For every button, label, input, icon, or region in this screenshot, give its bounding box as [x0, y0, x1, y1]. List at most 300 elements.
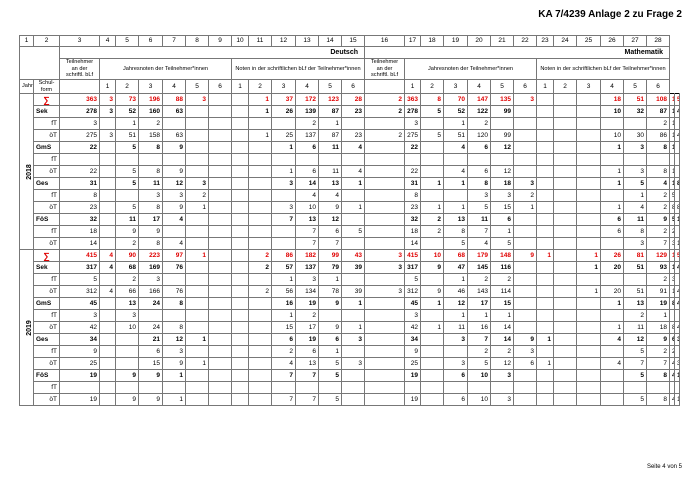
- table-cell: [365, 214, 405, 226]
- table-cell: 9: [319, 322, 342, 334]
- table-cell: 3: [186, 178, 209, 190]
- table-cell: 5: [60, 274, 100, 286]
- table-cell: 17: [139, 214, 163, 226]
- table-cell: [554, 274, 577, 286]
- table-cell: [116, 382, 139, 394]
- table-cell: [577, 382, 601, 394]
- table-cell: [601, 382, 624, 394]
- grade-label: 5: [319, 80, 342, 94]
- table-row: [20, 262, 680, 274]
- column-number-cell: 26: [601, 36, 624, 47]
- table-cell: [365, 178, 405, 190]
- table-cell: 7: [468, 334, 491, 346]
- table-cell: [577, 106, 601, 118]
- table-cell: 6: [296, 346, 319, 358]
- table-cell: [365, 322, 405, 334]
- table-cell: 1: [272, 274, 296, 286]
- table-cell: 8: [444, 226, 468, 238]
- year-label: [20, 250, 34, 406]
- grade-label: 6: [342, 80, 365, 94]
- table-cell: 4: [319, 190, 342, 202]
- table-cell: 52: [444, 106, 468, 118]
- column-number-cell: 6: [139, 36, 163, 47]
- table-cell: [491, 154, 514, 166]
- table-cell: 4: [444, 142, 468, 154]
- table-cell: [647, 154, 670, 166]
- table-cell: [365, 394, 405, 406]
- table-cell: 47: [444, 262, 468, 274]
- table-cell: [60, 382, 100, 394]
- table-cell: 148: [491, 250, 514, 262]
- table-cell: [163, 274, 186, 286]
- school-form-label: Ges: [34, 178, 60, 190]
- table-cell: 8: [163, 322, 186, 334]
- table-cell: [554, 226, 577, 238]
- subject-header-row: [20, 47, 680, 59]
- table-cell: [186, 310, 209, 322]
- table-cell: 278: [405, 106, 421, 118]
- table-cell: [249, 238, 272, 250]
- table-cell: 6: [444, 394, 468, 406]
- table-cell: 4: [624, 202, 647, 214]
- table-cell: 2: [468, 346, 491, 358]
- table-cell: 1: [421, 178, 444, 190]
- school-form-label: FöS: [34, 370, 60, 382]
- table-cell: [554, 394, 577, 406]
- table-cell: [209, 298, 232, 310]
- table-cell: 90: [116, 250, 139, 262]
- table-cell: 8: [624, 226, 647, 238]
- table-cell: 42: [405, 322, 421, 334]
- table-cell: 4: [272, 358, 296, 370]
- table-cell: [365, 382, 405, 394]
- table-cell: [186, 154, 209, 166]
- table-cell: 8: [421, 94, 444, 106]
- table-cell: 1: [249, 106, 272, 118]
- table-cell: 4: [468, 238, 491, 250]
- table-cell: 31: [405, 178, 421, 190]
- table-cell: [209, 106, 232, 118]
- table-cell: 6: [296, 166, 319, 178]
- table-cell: 1: [342, 202, 365, 214]
- table-cell: 11: [319, 166, 342, 178]
- table-row: [20, 346, 680, 358]
- table-cell: 7: [468, 226, 491, 238]
- table-cell: [514, 106, 537, 118]
- table-cell: 68: [116, 262, 139, 274]
- table-cell: [514, 226, 537, 238]
- table-cell: 1: [468, 310, 491, 322]
- table-cell: 4: [342, 166, 365, 178]
- table-cell: 3: [163, 190, 186, 202]
- table-cell: 13: [296, 214, 319, 226]
- table-cell: 12: [491, 358, 514, 370]
- table-cell: [209, 118, 232, 130]
- table-cell: 363: [405, 94, 421, 106]
- table-cell: 9: [139, 394, 163, 406]
- table-cell: 8: [60, 190, 100, 202]
- table-cell: [319, 382, 342, 394]
- table-cell: [421, 346, 444, 358]
- table-cell: [675, 358, 680, 370]
- table-cell: 34: [405, 334, 421, 346]
- table-cell: 79: [319, 262, 342, 274]
- table-cell: 73: [116, 94, 139, 106]
- table-cell: [514, 262, 537, 274]
- table-cell: [601, 310, 624, 322]
- table-cell: 1: [272, 142, 296, 154]
- table-cell: 12: [444, 298, 468, 310]
- table-cell: 2: [647, 118, 670, 130]
- table-cell: 30: [624, 130, 647, 142]
- table-cell: [163, 154, 186, 166]
- table-cell: [249, 310, 272, 322]
- column-number-cell: 5: [116, 36, 139, 47]
- table-cell: [249, 226, 272, 238]
- table-cell: [232, 166, 249, 178]
- table-cell: 3: [468, 190, 491, 202]
- table-cell: 25: [405, 358, 421, 370]
- table-cell: 10: [601, 130, 624, 142]
- table-cell: [601, 346, 624, 358]
- table-cell: [675, 142, 680, 154]
- table-cell: [577, 310, 601, 322]
- table-row: [20, 298, 680, 310]
- column-number-cell: 24: [554, 36, 577, 47]
- column-number-row: [20, 36, 680, 47]
- table-cell: 66: [116, 286, 139, 298]
- grade-label: 5: [624, 80, 647, 94]
- table-cell: 6: [514, 358, 537, 370]
- table-cell: 6: [319, 226, 342, 238]
- table-cell: 2: [249, 286, 272, 298]
- table-cell: [601, 238, 624, 250]
- table-cell: 18: [491, 178, 514, 190]
- table-cell: 116: [491, 262, 514, 274]
- table-cell: [537, 346, 554, 358]
- table-cell: [342, 238, 365, 250]
- table-cell: [421, 154, 444, 166]
- table-cell: [675, 118, 680, 130]
- table-row: [20, 202, 680, 214]
- table-cell: [514, 382, 537, 394]
- table-cell: 3: [624, 238, 647, 250]
- written-grades-header-deutsch: Noten in der schriftlichen bLf der Teilnehmer*innen: [232, 59, 365, 80]
- table-cell: 5: [624, 178, 647, 190]
- table-cell: 2: [296, 118, 319, 130]
- table-row: [20, 334, 680, 346]
- column-number-cell: 4: [100, 36, 116, 47]
- school-form-label: fT: [34, 346, 60, 358]
- table-cell: 3: [100, 94, 116, 106]
- table-row: [20, 370, 680, 382]
- table-cell: [139, 154, 163, 166]
- table-cell: 7: [647, 358, 670, 370]
- table-cell: [209, 226, 232, 238]
- column-number-cell: 18: [421, 36, 444, 47]
- table-cell: 87: [319, 130, 342, 142]
- school-form-label: öT: [34, 166, 60, 178]
- table-cell: 1: [421, 298, 444, 310]
- table-cell: [209, 214, 232, 226]
- table-cell: 99: [491, 106, 514, 118]
- table-cell: 6: [468, 166, 491, 178]
- table-cell: [537, 166, 554, 178]
- table-cell: 1: [116, 118, 139, 130]
- table-cell: [577, 226, 601, 238]
- table-cell: 3: [514, 178, 537, 190]
- table-cell: [342, 310, 365, 322]
- school-form-label: öT: [34, 286, 60, 298]
- table-cell: [232, 262, 249, 274]
- table-cell: 86: [647, 130, 670, 142]
- table-cell: 23: [342, 130, 365, 142]
- table-cell: 1: [577, 250, 601, 262]
- year-label: [20, 94, 34, 250]
- table-cell: [139, 382, 163, 394]
- table-cell: 9: [421, 286, 444, 298]
- table-cell: 15: [272, 322, 296, 334]
- table-cell: 3: [139, 274, 163, 286]
- table-cell: 19: [60, 370, 100, 382]
- table-cell: [209, 310, 232, 322]
- table-cell: 81: [624, 250, 647, 262]
- table-cell: [670, 94, 675, 106]
- table-cell: [675, 130, 680, 142]
- table-cell: 43: [342, 250, 365, 262]
- table-cell: [444, 382, 468, 394]
- table-cell: [209, 382, 232, 394]
- table-cell: [675, 346, 680, 358]
- table-cell: 1: [249, 130, 272, 142]
- table-cell: [554, 286, 577, 298]
- table-cell: 4: [100, 286, 116, 298]
- table-cell: [186, 286, 209, 298]
- table-cell: [577, 358, 601, 370]
- table-cell: 7: [296, 394, 319, 406]
- table-cell: 137: [296, 130, 319, 142]
- table-cell: 3: [272, 202, 296, 214]
- table-cell: [100, 358, 116, 370]
- table-cell: [537, 178, 554, 190]
- table-cell: [342, 394, 365, 406]
- table-cell: [405, 154, 421, 166]
- table-cell: [514, 370, 537, 382]
- table-cell: [514, 130, 537, 142]
- table-cell: 1: [163, 394, 186, 406]
- table-cell: [577, 190, 601, 202]
- school-form-label: öT: [34, 394, 60, 406]
- table-row: [20, 106, 680, 118]
- table-cell: [365, 310, 405, 322]
- table-cell: [232, 358, 249, 370]
- table-cell: 2: [647, 202, 670, 214]
- table-cell: 7: [647, 238, 670, 250]
- table-cell: [675, 178, 680, 190]
- table-cell: 317: [405, 262, 421, 274]
- table-cell: 76: [163, 262, 186, 274]
- table-cell: [554, 214, 577, 226]
- table-cell: [186, 322, 209, 334]
- table-cell: [577, 94, 601, 106]
- column-number-cell: 17: [405, 36, 421, 47]
- table-cell: 7: [272, 214, 296, 226]
- school-form-label: GmS: [34, 298, 60, 310]
- jahr-header: Jahr: [20, 80, 34, 94]
- table-cell: [186, 214, 209, 226]
- table-cell: 1: [491, 226, 514, 238]
- grade-label: 4: [468, 80, 491, 94]
- table-cell: [491, 382, 514, 394]
- table-cell: [670, 286, 675, 298]
- table-cell: [100, 370, 116, 382]
- table-cell: 1: [577, 286, 601, 298]
- table-cell: 21: [139, 334, 163, 346]
- table-cell: [186, 382, 209, 394]
- table-cell: [249, 118, 272, 130]
- table-cell: 6: [139, 346, 163, 358]
- table-cell: [468, 382, 491, 394]
- table-cell: [232, 94, 249, 106]
- table-cell: 1: [624, 190, 647, 202]
- table-cell: 76: [163, 286, 186, 298]
- table-cell: 68: [444, 250, 468, 262]
- school-form-label: fT: [34, 274, 60, 286]
- table-cell: [186, 118, 209, 130]
- table-cell: [232, 226, 249, 238]
- table-cell: 99: [319, 250, 342, 262]
- table-cell: [365, 238, 405, 250]
- table-cell: 1: [249, 94, 272, 106]
- table-row: [20, 130, 680, 142]
- table-cell: 20: [601, 286, 624, 298]
- table-cell: [365, 346, 405, 358]
- grade-label: 6: [514, 80, 537, 94]
- school-form-label: fT: [34, 190, 60, 202]
- table-cell: [537, 130, 554, 142]
- table-row: [20, 394, 680, 406]
- table-cell: [421, 190, 444, 202]
- table-cell: 9: [116, 370, 139, 382]
- table-cell: [444, 154, 468, 166]
- table-cell: 7: [319, 238, 342, 250]
- table-cell: [272, 190, 296, 202]
- table-cell: 7: [296, 226, 319, 238]
- table-cell: 363: [60, 94, 100, 106]
- table-cell: 23: [60, 202, 100, 214]
- table-cell: 6: [319, 334, 342, 346]
- table-cell: 4: [296, 190, 319, 202]
- table-cell: [186, 130, 209, 142]
- table-cell: [554, 154, 577, 166]
- table-cell: 1: [444, 202, 468, 214]
- table-cell: 28: [342, 94, 365, 106]
- table-cell: [421, 394, 444, 406]
- table-cell: 139: [296, 106, 319, 118]
- table-cell: [209, 358, 232, 370]
- table-cell: 13: [296, 358, 319, 370]
- column-number-cell: 15: [342, 36, 365, 47]
- grade-label: 3: [272, 80, 296, 94]
- participants-header-mathematik: Teilnehmer an der schriftl. bLf: [365, 59, 405, 80]
- table-cell: 9: [647, 334, 670, 346]
- table-cell: [209, 190, 232, 202]
- table-cell: 15: [491, 202, 514, 214]
- year-text: 2019: [25, 319, 33, 336]
- table-cell: 8: [647, 142, 670, 154]
- table-cell: 8: [647, 370, 670, 382]
- table-cell: 9: [405, 346, 421, 358]
- table-cell: 51: [624, 94, 647, 106]
- table-cell: [186, 238, 209, 250]
- table-row: [20, 382, 680, 394]
- table-cell: [249, 322, 272, 334]
- table-cell: [365, 298, 405, 310]
- table-cell: [100, 274, 116, 286]
- table-cell: [554, 310, 577, 322]
- table-cell: [100, 178, 116, 190]
- table-cell: 14: [296, 178, 319, 190]
- table-cell: 196: [139, 94, 163, 106]
- table-cell: [670, 106, 675, 118]
- table-cell: [675, 274, 680, 286]
- table-cell: 3: [365, 262, 405, 274]
- table-cell: 63: [163, 106, 186, 118]
- table-cell: [537, 394, 554, 406]
- table-cell: 3: [186, 94, 209, 106]
- table-cell: [232, 382, 249, 394]
- school-form-label: fT: [34, 382, 60, 394]
- table-cell: [232, 298, 249, 310]
- table-cell: 2: [647, 346, 670, 358]
- table-cell: 12: [163, 334, 186, 346]
- table-cell: [163, 226, 186, 238]
- table-cell: [319, 154, 342, 166]
- table-cell: 10: [296, 202, 319, 214]
- column-number-cell: 28: [647, 36, 670, 47]
- table-cell: [577, 298, 601, 310]
- table-cell: 4: [601, 358, 624, 370]
- column-number-cell: 25: [577, 36, 601, 47]
- table-cell: [601, 370, 624, 382]
- table-cell: [670, 358, 675, 370]
- table-cell: 1: [601, 298, 624, 310]
- column-number-cell: 8: [186, 36, 209, 47]
- table-cell: [100, 298, 116, 310]
- table-cell: [100, 322, 116, 334]
- table-cell: [249, 154, 272, 166]
- table-cell: [186, 370, 209, 382]
- table-cell: [670, 202, 675, 214]
- table-cell: [249, 274, 272, 286]
- table-cell: 6: [444, 370, 468, 382]
- table-cell: 1: [601, 202, 624, 214]
- table-cell: [186, 298, 209, 310]
- table-cell: [675, 298, 680, 310]
- table-cell: 14: [491, 322, 514, 334]
- table-cell: 18: [60, 226, 100, 238]
- table-cell: [577, 166, 601, 178]
- table-cell: 278: [60, 106, 100, 118]
- table-cell: [249, 346, 272, 358]
- subject-deutsch: Deutsch: [60, 47, 365, 59]
- grade-label: 4: [296, 80, 319, 94]
- table-cell: [186, 166, 209, 178]
- table-cell: 2: [421, 226, 444, 238]
- table-cell: [624, 274, 647, 286]
- table-cell: [139, 310, 163, 322]
- table-cell: [514, 118, 537, 130]
